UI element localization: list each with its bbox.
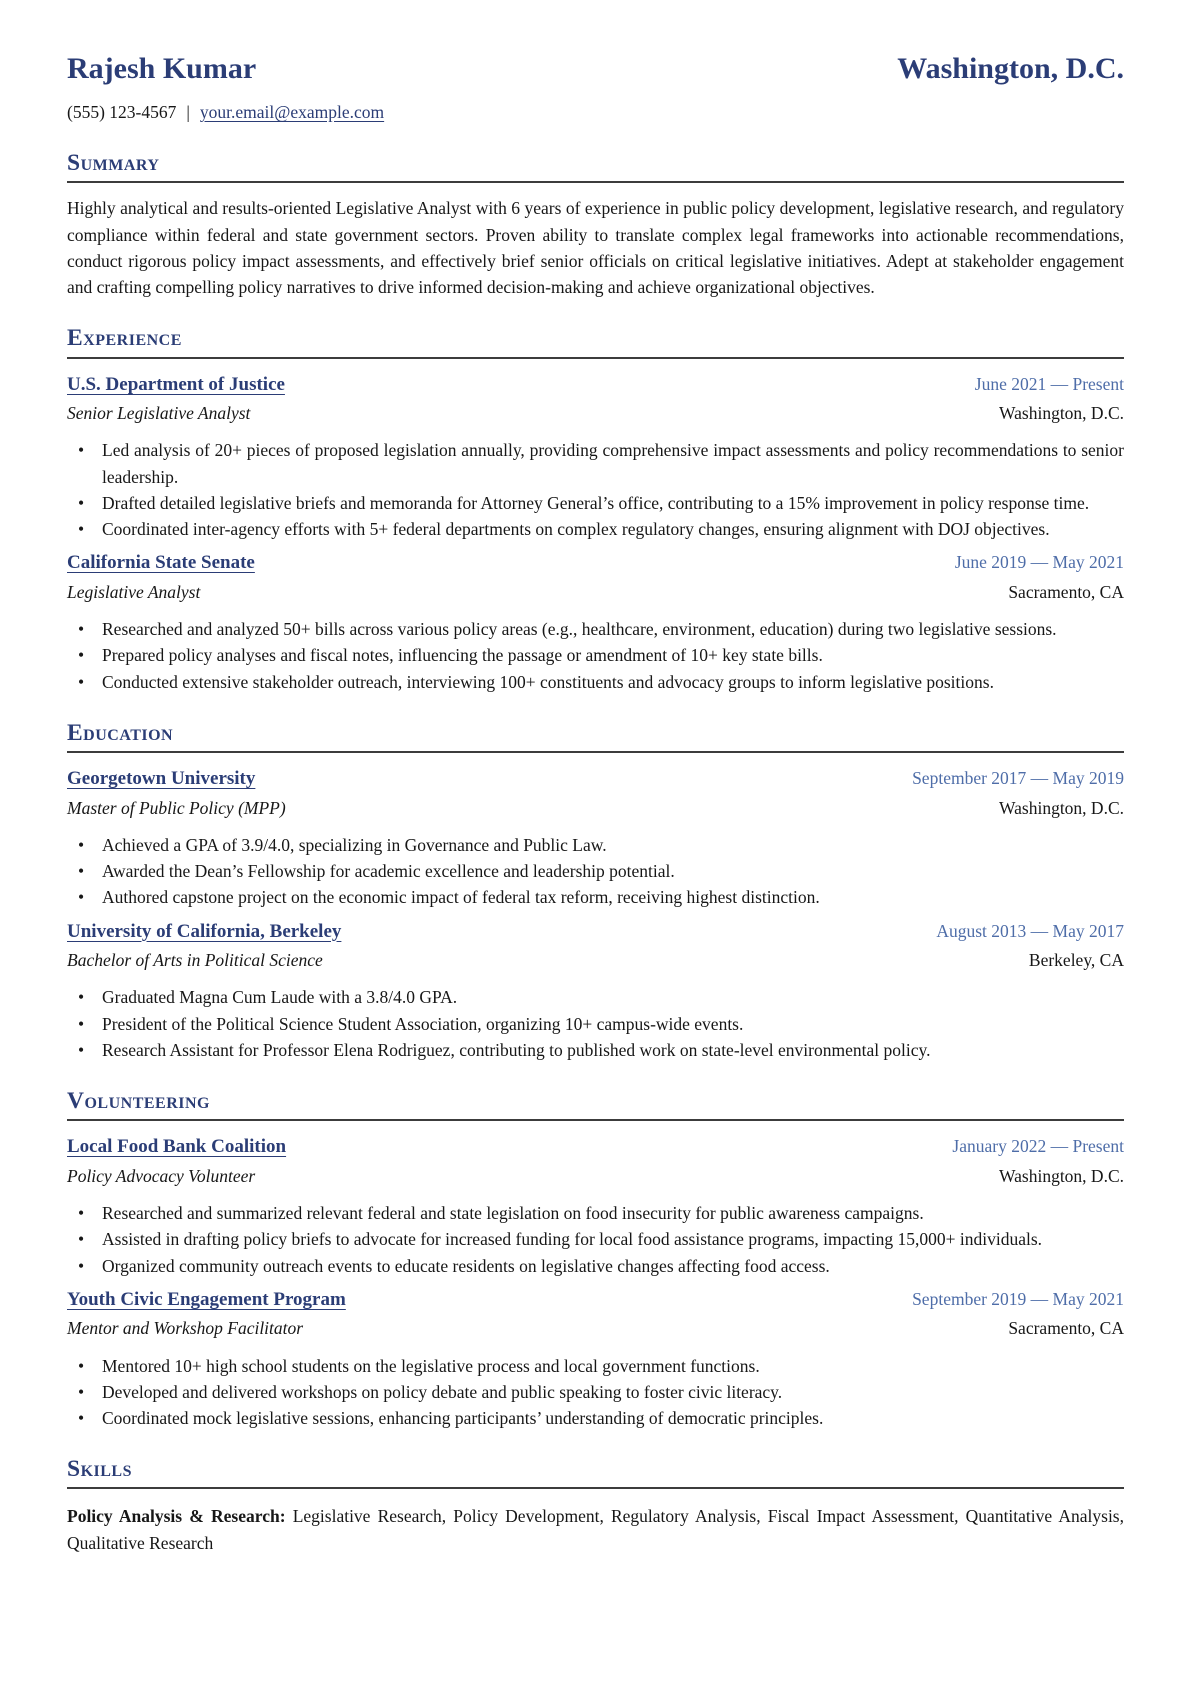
volunteering-entry xyxy=(67,1133,1124,1279)
bullet-item: • Coordinated inter-agency efforts with 5+ federal departments on complex regulatory changes, ensuring alignment with DOJ objectives. xyxy=(94,516,1124,542)
entry-dates: June 2021 — Present xyxy=(974,373,1124,394)
bullet-item: • Prepared policy analyses and fiscal notes, influencing the passage or amendment of 10+ key state bills. xyxy=(94,642,1124,668)
section-experience xyxy=(67,324,1124,694)
org-link[interactable]: California State Senate xyxy=(67,552,255,574)
org-link[interactable]: University of California, Berkeley xyxy=(67,920,342,942)
section-skills-title: Skills xyxy=(67,1455,1124,1489)
entry-dates: September 2017 — May 2019 xyxy=(912,768,1124,789)
entry-role: Mentor and Workshop Facilitator xyxy=(67,1318,304,1339)
bullet-item: • President of the Political Science Student Association, organizing 10+ campus-wide events. xyxy=(94,1011,1124,1037)
entry-dates: September 2019 — May 2021 xyxy=(912,1288,1124,1309)
skill-detail: Legislative Research, Policy Development, Regulatory Analysis, Fiscal Impact Assessment, Quantitative Analysis, Qualitative Research xyxy=(67,1506,1124,1553)
entry-location: Washington, D.C. xyxy=(999,1165,1124,1186)
bullet-item: • Mentored 10+ high school students on the legislative process and local government functions. xyxy=(94,1353,1124,1379)
bullet-list xyxy=(67,984,1124,1063)
org-link[interactable]: Georgetown University xyxy=(67,768,256,790)
section-summary xyxy=(67,149,1124,300)
entry-role: Legislative Analyst xyxy=(67,581,201,602)
bullet-item: • Coordinated mock legislative sessions, enhancing participants’ understanding of democratic principles. xyxy=(94,1405,1124,1431)
bullet-list xyxy=(67,1353,1124,1432)
section-education-title: Education xyxy=(67,719,1124,753)
entry-location: Berkeley, CA xyxy=(1028,950,1124,971)
bullet-item: • Developed and delivered workshops on policy debate and public speaking to foster civic literacy. xyxy=(94,1379,1124,1405)
header-location: Washington, D.C. xyxy=(897,52,1124,85)
bullet-item: • Conducted extensive stakeholder outreach, interviewing 100+ constituents and advocacy groups to inform legislative positions. xyxy=(94,669,1124,695)
entry-location: Washington, D.C. xyxy=(999,797,1124,818)
person-name: Rajesh Kumar xyxy=(67,52,257,85)
bullet-list xyxy=(67,616,1124,695)
bullet-item: • Organized community outreach events to educate residents on legislative changes affecting food access. xyxy=(94,1253,1124,1279)
education-entry xyxy=(67,918,1124,1064)
entry-dates: June 2019 — May 2021 xyxy=(954,552,1124,573)
bullet-item: • Graduated Magna Cum Laude with a 3.8/4.0 GPA. xyxy=(94,984,1124,1010)
section-volunteering-title: Volunteering xyxy=(67,1087,1124,1121)
summary-text: Highly analytical and results-oriented Legislative Analyst with 6 years of experience in public policy development, legislative research, and regulatory compliance within federal and state government sectors. Proven ability to translate complex legal frameworks into actionable recommendations, conduct rigorous policy impact assessments, and effectively brief senior officials on critical legislative initiatives. Adept at stakeholder engagement and crafting compelling policy narratives to drive informed decision-making and achieve organizational objectives. xyxy=(67,198,1124,298)
org-link[interactable]: U.S. Department of Justice xyxy=(67,373,285,395)
section-experience-title: Experience xyxy=(67,324,1124,358)
bullet-item: • Led analysis of 20+ pieces of proposed legislation annually, providing comprehensive impact assessments and policy recommendations to senior leadership. xyxy=(94,437,1124,490)
bullet-list xyxy=(67,832,1124,911)
bullet-item: • Awarded the Dean’s Fellowship for academic excellence and leadership potential. xyxy=(94,858,1124,884)
entry-degree: Master of Public Policy (MPP) xyxy=(67,797,286,818)
skill-category: Policy Analysis & Research: xyxy=(67,1506,286,1527)
section-skills xyxy=(67,1455,1124,1556)
entry-role: Policy Advocacy Volunteer xyxy=(67,1165,256,1186)
entry-location: Sacramento, CA xyxy=(1008,581,1124,602)
bullet-item: • Researched and analyzed 50+ bills across various policy areas (e.g., healthcare, environment, education) during two legislative sessions. xyxy=(94,616,1124,642)
contact-separator: | xyxy=(186,102,190,122)
bullet-list xyxy=(67,437,1124,542)
section-volunteering xyxy=(67,1087,1124,1431)
bullet-item: • Researched and summarized relevant federal and state legislation on food insecurity for public awareness campaigns. xyxy=(94,1200,1124,1226)
bullet-item: • Authored capstone project on the economic impact of federal tax reform, receiving highest distinction. xyxy=(94,884,1124,910)
bullet-item: • Achieved a GPA of 3.9/4.0, specializing in Governance and Public Law. xyxy=(94,832,1124,858)
skill-line xyxy=(67,1503,1124,1556)
entry-degree: Bachelor of Arts in Political Science xyxy=(67,950,323,971)
entry-location: Sacramento, CA xyxy=(1008,1318,1124,1339)
section-summary-title: Summary xyxy=(67,149,1124,183)
org-link[interactable]: Youth Civic Engagement Program xyxy=(67,1288,346,1310)
contact-line xyxy=(67,99,1124,125)
volunteering-entry xyxy=(67,1286,1124,1432)
entry-location: Washington, D.C. xyxy=(999,403,1124,424)
header xyxy=(67,46,1124,91)
phone-number: (555) 123-4567 xyxy=(67,102,177,122)
education-entry xyxy=(67,765,1124,911)
entry-dates: August 2013 — May 2017 xyxy=(936,920,1124,941)
section-education xyxy=(67,719,1124,1063)
bullet-item: • Drafted detailed legislative briefs and memoranda for Attorney General’s office, contributing to a 15% improvement in policy response time. xyxy=(94,490,1124,516)
bullet-item: • Research Assistant for Professor Elena Rodriguez, contributing to published work on state-level environmental policy. xyxy=(94,1037,1124,1063)
org-link[interactable]: Local Food Bank Coalition xyxy=(67,1136,287,1158)
email-link[interactable]: your.email@example.com xyxy=(199,102,385,122)
bullet-item: • Assisted in drafting policy briefs to advocate for increased funding for local food assistance programs, impacting 15,000+ individuals. xyxy=(94,1226,1124,1252)
experience-entry xyxy=(67,371,1124,543)
bullet-list xyxy=(67,1200,1124,1279)
entry-dates: January 2022 — Present xyxy=(952,1136,1124,1157)
experience-entry xyxy=(67,549,1124,695)
entry-role: Senior Legislative Analyst xyxy=(67,403,251,424)
